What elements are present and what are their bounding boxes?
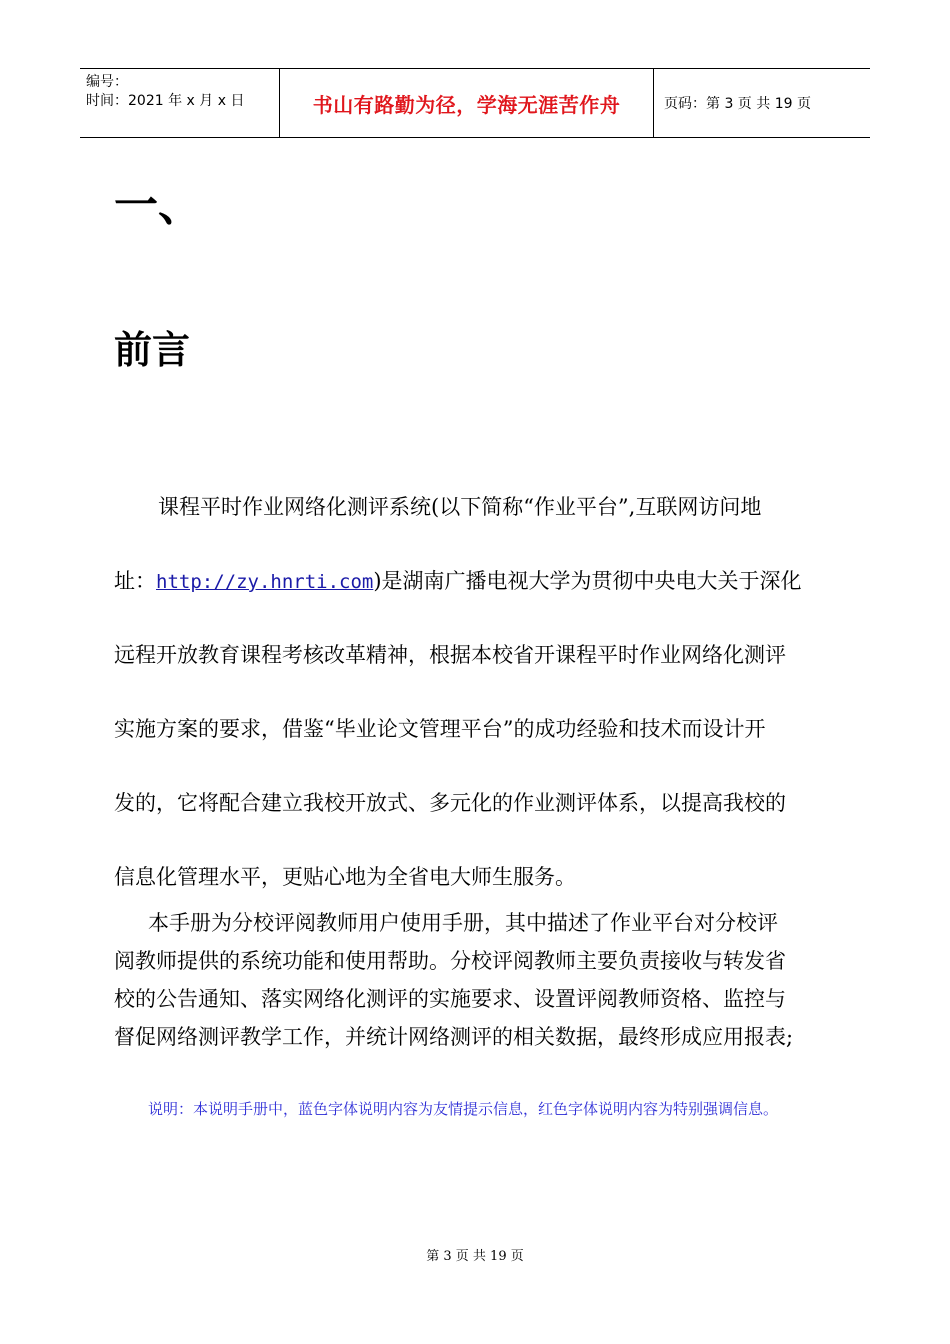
page-footer: 第 3 页 共 19 页	[426, 1249, 524, 1264]
number-label: 编号：	[86, 74, 128, 90]
header-meta	[80, 69, 280, 137]
header-page-code: 页码：第 3 页 共 19 页	[664, 96, 811, 112]
section-number: 一、	[114, 180, 202, 231]
paragraph-line: 远程开放教育课程考核改革精神，根据本校省开课程平时作业网络化测评	[114, 643, 786, 667]
intro-paragraph	[114, 470, 842, 914]
color-legend-note: 说明：本说明手册中，蓝色字体说明内容为友情提示信息，红色字体说明内容为特别强调信息。	[148, 1100, 779, 1118]
header-motto: 书山有路勤为径，学海无涯苦作舟	[280, 69, 654, 137]
time-label: 时间：2021 年 x 月 x 日	[86, 93, 245, 109]
paragraph-line: 址：http://zy.hnrti.com)是湖南广播电视大学为贯彻中央电大关于深化	[114, 569, 802, 593]
paragraph-line: 校的公告通知、落实网络化测评的实施要求、设置评阅教师资格、监控与	[114, 987, 786, 1011]
paragraph-line: 发的，它将配合建立我校开放式、多元化的作业测评体系，以提高我校的	[114, 791, 786, 815]
page-header	[80, 68, 870, 138]
paragraph-line: 本手册为分校评阅教师用户使用手册，其中描述了作业平台对分校评	[148, 911, 778, 935]
platform-url-link[interactable]: http://zy.hnrti.com	[156, 571, 374, 593]
paragraph-line: 课程平时作业网络化测评系统(以下简称“作业平台”,互联网访问地	[158, 495, 762, 519]
paragraph-line: 阅教师提供的系统功能和使用帮助。分校评阅教师主要负责接收与转发省	[114, 949, 786, 973]
paragraph-line: 实施方案的要求，借鉴“毕业论文管理平台”的成功经验和技术而设计开	[114, 717, 766, 741]
paragraph-line: 信息化管理水平，更贴心地为全省电大师生服务。	[114, 865, 576, 889]
section-title: 前言	[114, 328, 191, 372]
manual-description-paragraph	[114, 904, 842, 1056]
paragraph-line: 督促网络测评教学工作，并统计网络测评的相关数据，最终形成应用报表;	[114, 1025, 794, 1049]
